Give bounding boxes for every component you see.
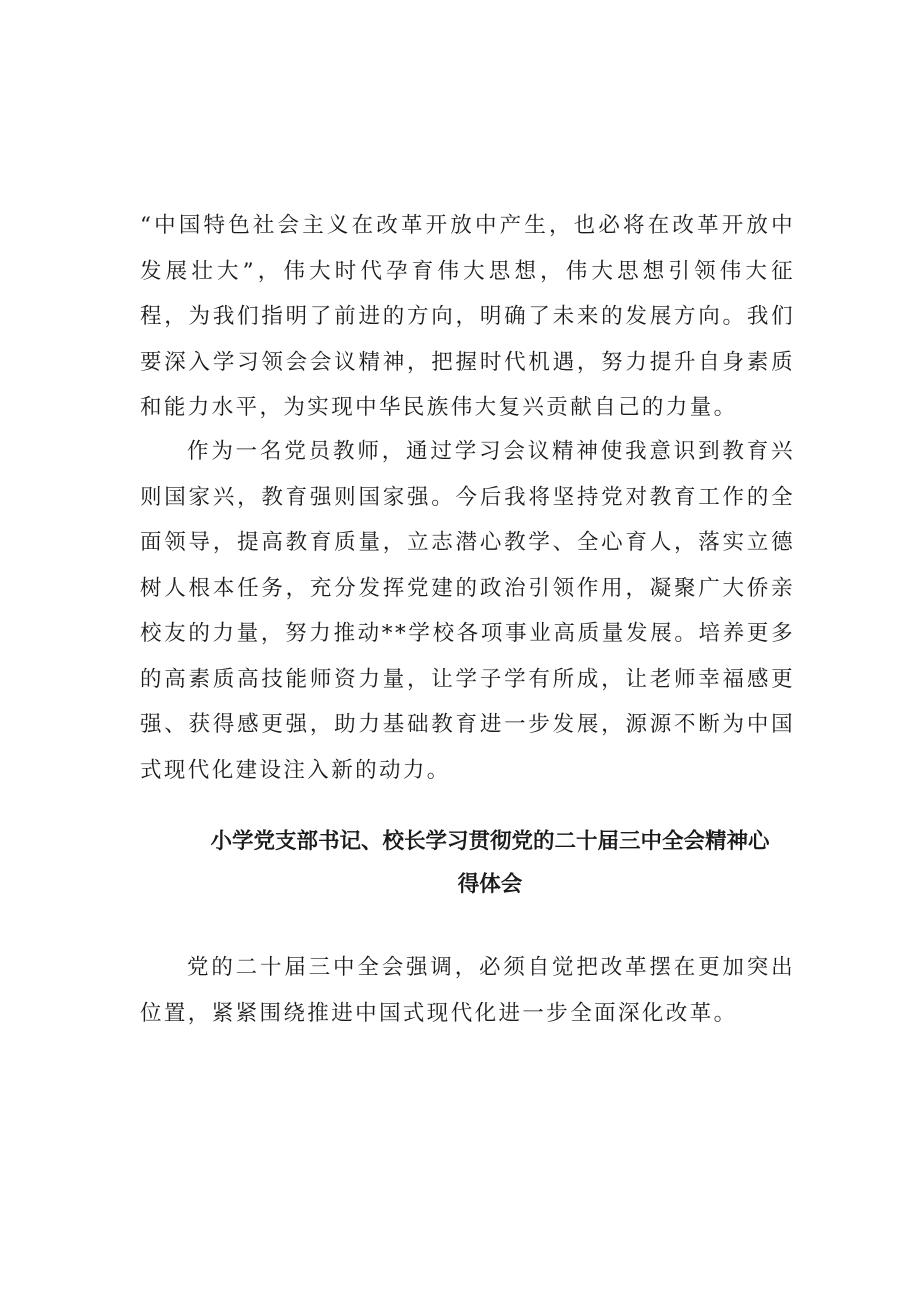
- section-title-line-1: 小学党支部书记、校长学习贯彻党的二十届三中全会精神心: [210, 829, 770, 854]
- section-title: [150, 820, 830, 906]
- body-paragraph-3: 党的二十届三中全会强调，必须自觉把改革摆在更加突出位置，紧紧围绕推进中国式现代化进一步全面深化改革。: [140, 955, 795, 1026]
- body-paragraph-1: “中国特色社会主义在改革开放中产生，也必将在改革开放中发展壮大”，伟大时代孕育伟大思想，伟大思想引领伟大征程，为我们指明了前进的方向，明确了未来的发展方向。我们要深入学习领会会议精神，把握时代机遇，努力提升自身素质和能力水平，为实现中华民族伟大复兴贡献自己的力量。: [140, 213, 795, 420]
- body-paragraph-2: 作为一名党员教师，通过学习会议精神使我意识到教育兴则国家兴，教育强则国家强。今后我将坚持党对教育工作的全面领导，提高教育质量，立志潜心教学、全心育人，落实立德树人根本任务，充分发挥党建的政治引领作用，凝聚广大侨亲校友的力量，努力推动**学校各项事业高质量发展。培养更多的高素质高技能师资力量，让学子学有所成，让老师幸福感更强、获得感更强，助力基础教育进一步发展，源源不断为中国式现代化建设注入新的动力。: [140, 439, 795, 783]
- section-title-line-2: 得体会: [457, 872, 523, 897]
